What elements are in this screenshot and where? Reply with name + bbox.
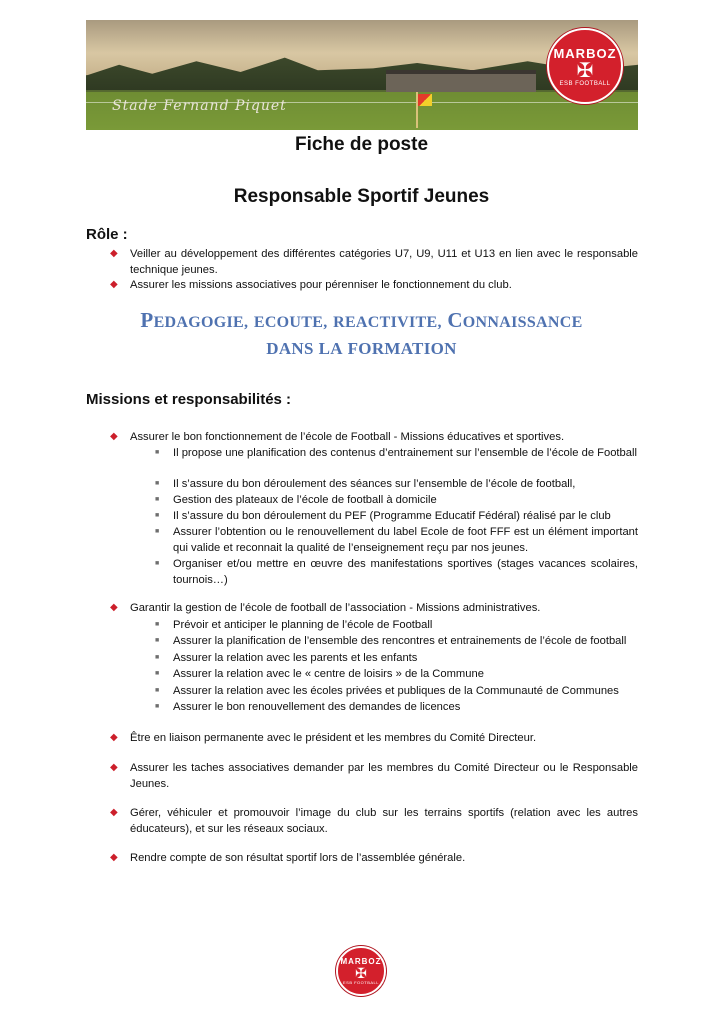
diamond-bullet-icon: ◆ [110, 852, 118, 863]
banner-signature: Stade Fernand Piquet [112, 98, 287, 114]
slogan-line-2: DANS LA FORMATION [266, 339, 457, 358]
logo-top-text: MARBOZ [553, 45, 617, 61]
square-bullet-icon: ■ [155, 480, 160, 487]
square-bullet-icon: ■ [155, 528, 160, 535]
missions-heading: Missions et responsabilités : [86, 391, 292, 408]
corner-flag-icon [418, 94, 432, 106]
role-heading: Rôle : [86, 226, 128, 243]
square-bullet-icon: ■ [155, 496, 160, 503]
diamond-bullet-icon: ◆ [110, 602, 118, 613]
footer-club-logo [336, 946, 386, 996]
logo-bottom-text: ESB FOOTBALL [342, 980, 379, 985]
square-bullet-icon: ■ [155, 670, 160, 677]
banner-stand [386, 70, 536, 92]
square-bullet-icon: ■ [155, 449, 160, 456]
club-logo [547, 28, 623, 104]
diamond-bullet-icon: ◆ [110, 248, 118, 259]
document-title: Fiche de poste [294, 134, 429, 155]
logo-top-text: MARBOZ [340, 957, 382, 966]
diamond-bullet-icon: ◆ [110, 431, 118, 442]
square-bullet-icon: ■ [155, 560, 160, 567]
square-bullet-icon: ■ [155, 703, 160, 710]
cross-icon: ✠ [355, 965, 367, 981]
diamond-bullet-icon: ◆ [110, 732, 118, 743]
square-bullet-icon: ■ [155, 512, 160, 519]
square-bullet-icon: ■ [155, 654, 160, 661]
square-bullet-icon: ■ [155, 637, 160, 644]
diamond-bullet-icon: ◆ [110, 279, 118, 290]
square-bullet-icon: ■ [155, 621, 160, 628]
diamond-bullet-icon: ◆ [110, 762, 118, 773]
document-subtitle: Responsable Sportif Jeunes [233, 186, 490, 207]
square-bullet-icon: ■ [155, 687, 160, 694]
diamond-bullet-icon: ◆ [110, 807, 118, 818]
cross-icon: ✠ [576, 59, 594, 82]
slogan-line-1: PEDAGOGIE, ECOUTE, REACTIVITE, CONNAISSANCE [140, 308, 583, 332]
logo-bottom-text: ESB FOOTBALL [559, 80, 611, 87]
